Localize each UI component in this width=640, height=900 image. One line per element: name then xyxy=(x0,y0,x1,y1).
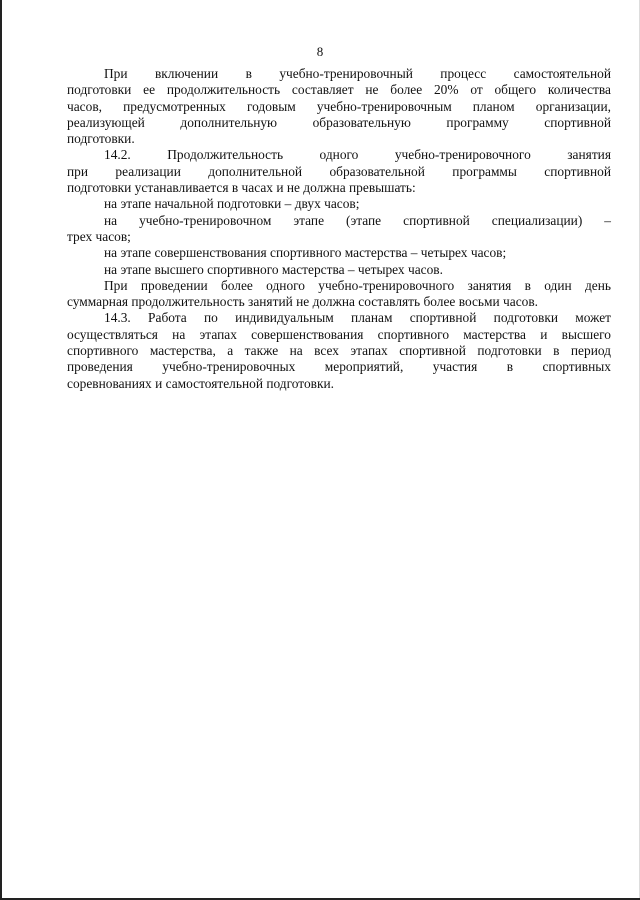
text-line: часов, предусмотренных годовым учебно-тренировочным планом организации, xyxy=(67,98,611,114)
text-line: 14.3. Работа по индивидуальным планам спортивной подготовки может xyxy=(104,310,611,326)
text-line: подготовки ее продолжительность составляет не более 20% от общего количества xyxy=(67,82,611,98)
page-number: 8 xyxy=(316,44,324,59)
scan-edge-left xyxy=(0,0,2,900)
text-line: подготовки. xyxy=(67,131,135,147)
text-line: соревнованиях и самостоятельной подготовки. xyxy=(67,375,335,391)
text-line: трех часов; xyxy=(67,228,131,244)
text-line: При проведении более одного учебно-тренировочного занятия в один день xyxy=(104,277,611,293)
text-line: на учебно-тренировочном этапе (этапе спортивной специализации) – xyxy=(104,212,611,228)
text-line: 14.2. Продолжительность одного учебно-тренировочного занятия xyxy=(104,147,611,163)
text-line: подготовки устанавливается в часах и не должна превышать: xyxy=(67,180,416,196)
text-line: проведения учебно-тренировочных мероприятий, участия в спортивных xyxy=(67,359,611,375)
text-line: спортивного мастерства, а также на всех этапах спортивной подготовки в период xyxy=(67,343,611,359)
text-line: При включении в учебно-тренировочный процесс самостоятельной xyxy=(104,66,611,81)
body-text xyxy=(67,66,611,392)
text-line: суммарная продолжительность занятий не должна составлять более восьми часов. xyxy=(67,294,538,310)
text-line: осуществляться на этапах совершенствования спортивного мастерства и высшего xyxy=(67,326,611,342)
text-line: на этапе высшего спортивного мастерства – четырех часов. xyxy=(104,261,443,277)
text-line: реализующей дополнительную образовательную программу спортивной xyxy=(67,114,611,130)
text-line: на этапе совершенствования спортивного мастерства – четырех часов; xyxy=(104,245,507,261)
text-line: на этапе начальной подготовки – двух часов; xyxy=(104,196,360,212)
text-line: при реализации дополнительной образовательной программы спортивной xyxy=(67,163,611,179)
